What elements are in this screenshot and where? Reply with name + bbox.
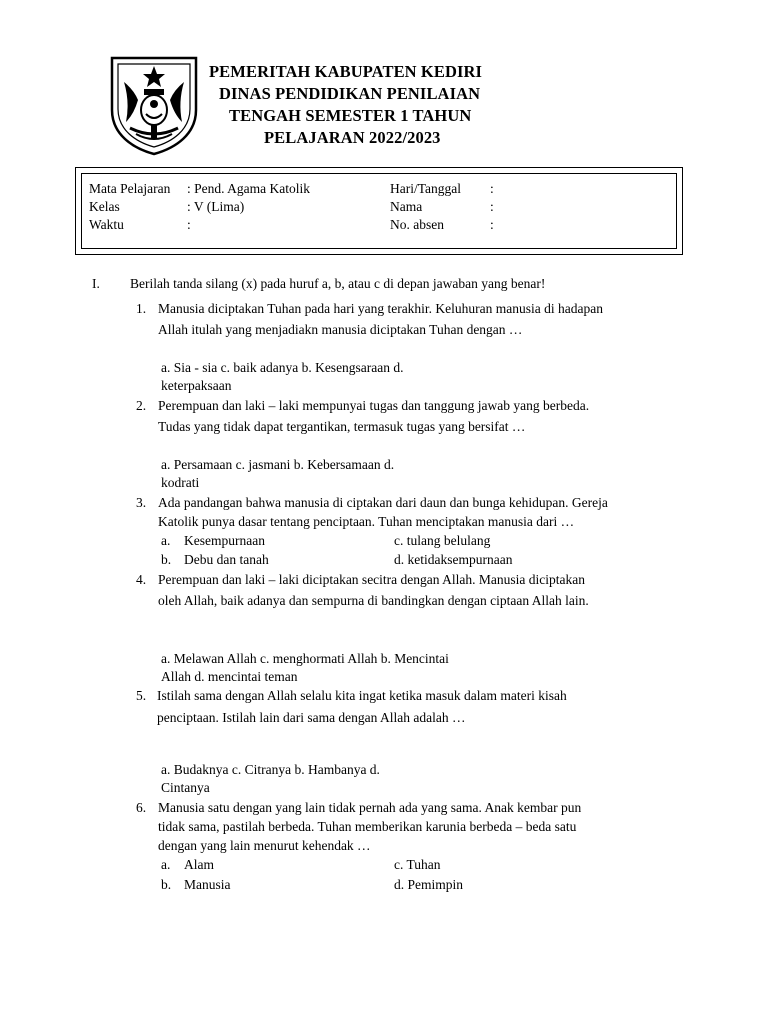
question-5-text-line-1: Istilah sama dengan Allah selalu kita ingat ketika masuk dalam materi kisah bbox=[157, 688, 567, 703]
header-line-2: DINAS PENDIDIKAN PENILAIAN bbox=[219, 84, 481, 103]
question-6-option-b: Manusia bbox=[184, 877, 231, 892]
question-4-number: 4. bbox=[136, 572, 147, 587]
kediri-emblem-logo bbox=[108, 52, 200, 156]
question-5-options-line-1: a. Budaknya c. Citranya b. Hambanya d. bbox=[161, 762, 380, 777]
subject-label: Mata Pelajaran bbox=[89, 181, 171, 196]
question-2-number: 2. bbox=[136, 398, 147, 413]
question-6-text-line-1: Manusia satu dengan yang lain tidak pernah ada yang sama. Anak kembar pun bbox=[158, 800, 582, 815]
question-3-text-line-1: Ada pandangan bahwa manusia di ciptakan dari daun dan bunga kehidupan. Gereja bbox=[158, 495, 608, 510]
question-4-options-line-1: a. Melawan Allah c. menghormati Allah b. Mencintai bbox=[161, 651, 449, 666]
date-value: : bbox=[490, 181, 494, 196]
question-3-option-a-letter: a. bbox=[161, 533, 171, 548]
question-2-text-line-2: Tudas yang tidak dapat tergantikan, termasuk tugas yang bersifat … bbox=[158, 419, 526, 434]
question-4-options-line-2: Allah d. mencintai teman bbox=[161, 669, 298, 684]
question-3-option-b-letter: b. bbox=[161, 552, 172, 567]
question-3-text-line-2: Katolik punya dasar tentang penciptaan. Tuhan menciptakan manusia dari … bbox=[158, 514, 575, 529]
question-6-option-a: Alam bbox=[184, 857, 214, 872]
question-6-number: 6. bbox=[136, 800, 147, 815]
question-3-option-b: Debu dan tanah bbox=[184, 552, 269, 567]
student-info-box-inner bbox=[81, 173, 677, 249]
question-6-option-c: c. Tuhan bbox=[394, 857, 441, 872]
section-instruction: Berilah tanda silang (x) pada huruf a, b, atau c di depan jawaban yang benar! bbox=[130, 276, 546, 291]
question-2-options-line-1: a. Persamaan c. jasmani b. Kebersamaan d. bbox=[161, 457, 395, 472]
question-1-options-line-2: keterpaksaan bbox=[161, 378, 232, 393]
subject-value: : Pend. Agama Katolik bbox=[187, 181, 310, 196]
question-4-text-line-1: Perempuan dan laki – laki diciptakan secitra dengan Allah. Manusia diciptakan bbox=[158, 572, 585, 587]
question-6-option-a-letter: a. bbox=[161, 857, 171, 872]
question-1-text-line-1: Manusia diciptakan Tuhan pada hari yang terakhir. Keluhuran manusia di hadapan bbox=[158, 301, 604, 316]
question-3-option-d: d. ketidaksempurnaan bbox=[394, 552, 513, 567]
question-6-text-line-2: tidak sama, pastilah berbeda. Tuhan memberikan karunia berbeda – beda satu bbox=[158, 819, 577, 834]
question-6-option-d: d. Pemimpin bbox=[394, 877, 464, 892]
time-label: Waktu bbox=[89, 217, 124, 232]
question-1-number: 1. bbox=[136, 301, 147, 316]
time-value: : bbox=[187, 217, 191, 232]
question-3-number: 3. bbox=[136, 495, 147, 510]
section-number: I. bbox=[92, 276, 100, 291]
absen-value: : bbox=[490, 217, 494, 232]
header-line-4: PELAJARAN 2022/2023 bbox=[264, 128, 441, 147]
name-value: : bbox=[490, 199, 494, 214]
question-6-option-b-letter: b. bbox=[161, 877, 172, 892]
class-value: : V (Lima) bbox=[187, 199, 245, 214]
question-1-text-line-2: Allah itulah yang menjadiakn manusia diciptakan Tuhan dengan … bbox=[158, 322, 523, 337]
date-label: Hari/Tanggal bbox=[390, 181, 462, 196]
name-label: Nama bbox=[390, 199, 423, 214]
question-3-option-a: Kesempurnaan bbox=[184, 533, 265, 548]
question-2-options-line-2: kodrati bbox=[161, 475, 200, 490]
question-6-text-line-3: dengan yang lain menurut kehendak … bbox=[158, 838, 371, 853]
question-4-text-line-2: oleh Allah, baik adanya dan sempurna di bandingkan dengan ciptaan Allah lain. bbox=[158, 593, 589, 608]
question-3-option-c: c. tulang belulang bbox=[394, 533, 491, 548]
question-2-text-line-1: Perempuan dan laki – laki mempunyai tugas dan tanggung jawab yang berbeda. bbox=[158, 398, 590, 413]
question-5-options-line-2: Cintanya bbox=[161, 780, 210, 795]
header-line-3: TENGAH SEMESTER 1 TAHUN bbox=[229, 106, 472, 125]
header-line-1: PEMERITAH KABUPATEN KEDIRI bbox=[209, 62, 483, 81]
question-5-number: 5. bbox=[136, 688, 147, 703]
question-5-text-line-2: penciptaan. Istilah lain dari sama dengan Allah adalah … bbox=[157, 710, 466, 725]
question-1-options-line-1: a. Sia - sia c. baik adanya b. Kesengsaraan d. bbox=[161, 360, 404, 375]
class-label: Kelas bbox=[89, 199, 120, 214]
absen-label: No. absen bbox=[390, 217, 444, 232]
